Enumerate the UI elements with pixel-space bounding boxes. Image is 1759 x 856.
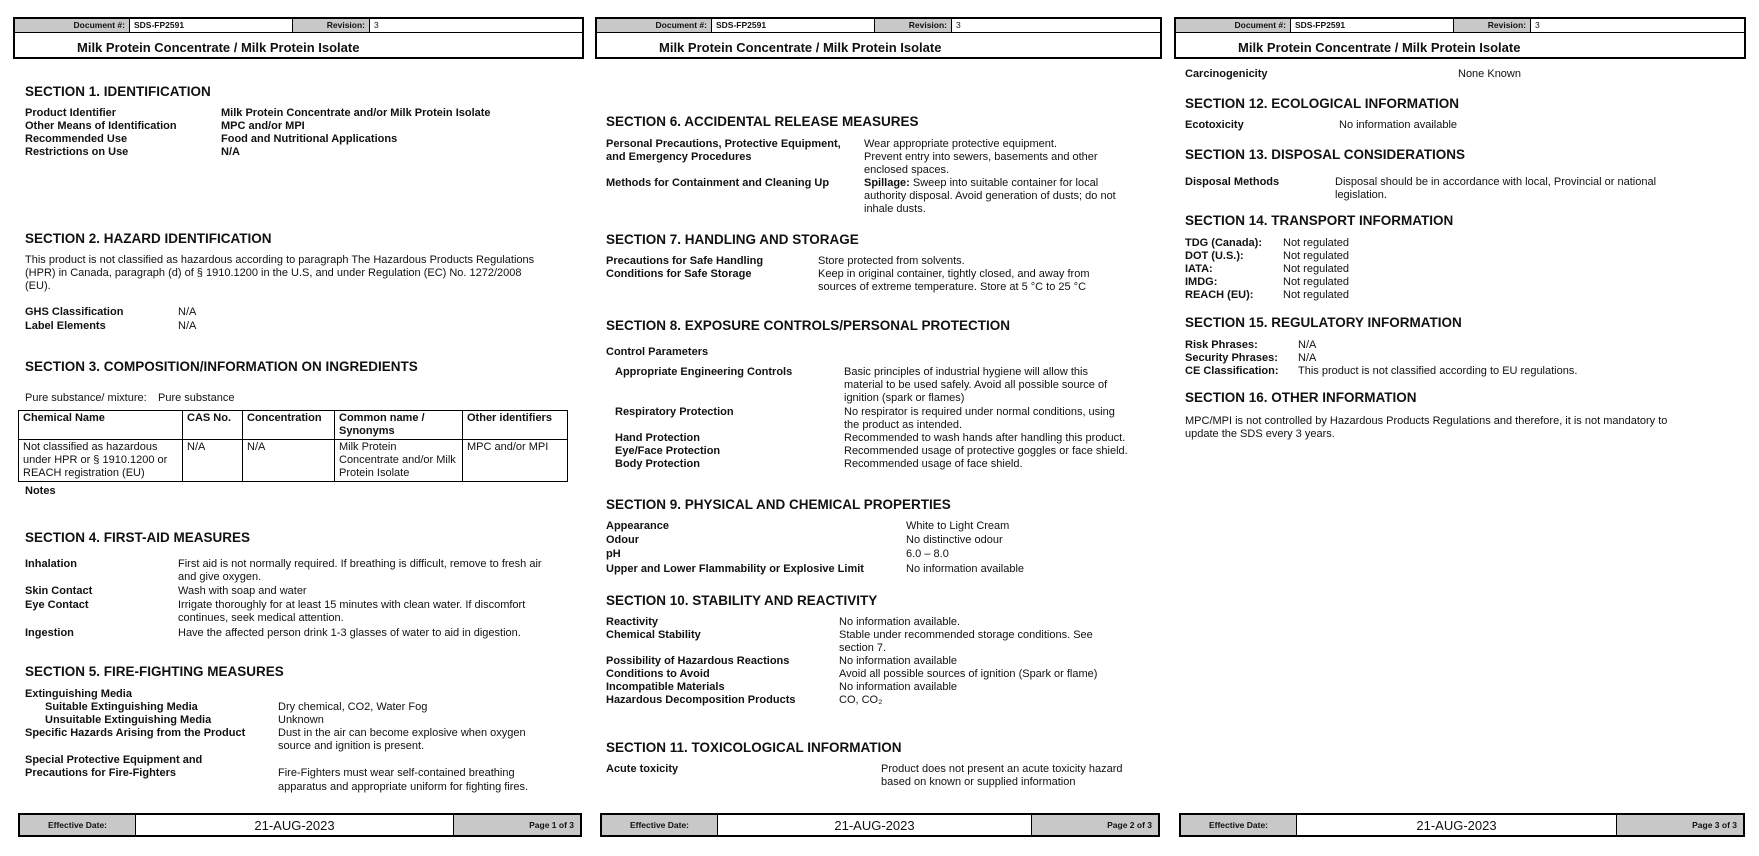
s6-methods-text: Sweep into suitable container for local — [909, 177, 1099, 189]
s14-val-4: Not regulated — [1283, 289, 1350, 301]
s14-val-0: Not regulated — [1283, 237, 1350, 249]
s5-special-key-2: Precautions for Fire-Fighters — [25, 767, 176, 779]
page-header — [13, 17, 584, 59]
s2-val-0: N/A — [178, 306, 197, 318]
s8-resp-key: Respiratory Protection — [615, 406, 734, 418]
table-cell: MPC and/or MPI — [463, 440, 568, 482]
document-number: SDS-FP2591 — [130, 19, 293, 32]
s1-key-2: Recommended Use — [25, 133, 128, 145]
s9-val-2: 6.0 – 8.0 — [906, 548, 949, 560]
s3-notes: Notes — [25, 485, 56, 497]
sds-page-1 — [0, 0, 590, 856]
revision-label: Revision: — [293, 19, 370, 32]
document-number: SDS-FP2591 — [712, 19, 875, 32]
s1-val-0: Milk Protein Concentrate and/or Milk Protein Isolate — [221, 107, 491, 119]
s8-resp-val-1: No respirator is required under normal conditions, using — [844, 406, 1115, 418]
s7-handling-val: Store protected from solvents. — [818, 255, 965, 267]
document-number: SDS-FP2591 — [1291, 19, 1454, 32]
s8-resp-val-2: the product as intended. — [844, 419, 963, 431]
document-title: Milk Protein Concentrate / Milk Protein Isolate — [77, 40, 360, 55]
s1-val-2: Food and Nutritional Applications — [221, 133, 398, 145]
s1-key-1: Other Means of Identification — [25, 120, 177, 132]
document-number-label: Document #: — [1176, 19, 1291, 32]
section-12-title: SECTION 12. ECOLOGICAL INFORMATION — [1185, 96, 1460, 111]
s5-specific-key: Specific Hazards Arising from the Product — [25, 727, 246, 739]
s7-handling-key: Precautions for Safe Handling — [606, 255, 764, 267]
s8-eyeface-val: Recommended usage of protective goggles or face shield. — [844, 445, 1128, 457]
s9-key-1: Odour — [606, 534, 639, 546]
s8-control-label: Control Parameters — [606, 346, 709, 358]
document-number-label: Document #: — [597, 19, 712, 32]
section-16-title: SECTION 16. OTHER INFORMATION — [1185, 390, 1417, 405]
page-header — [1174, 17, 1746, 59]
s12-eco-val: No information available — [1339, 119, 1458, 131]
s14-key-0: TDG (Canada): — [1185, 237, 1262, 249]
s9-val-0: White to Light Cream — [906, 520, 1010, 532]
document-number-label: Document #: — [15, 19, 130, 32]
s11-acute-val-2: based on known or supplied information — [881, 776, 1076, 788]
s5-unsuitable-key: Unsuitable Extinguishing Media — [45, 714, 212, 726]
table-header: Other identifiers — [463, 411, 568, 440]
document-title: Milk Protein Concentrate / Milk Protein Isolate — [1238, 40, 1521, 55]
revision-label: Revision: — [1454, 19, 1531, 32]
revision-number: 3 — [1531, 19, 1744, 32]
s10-val-0: No information available — [839, 655, 958, 667]
effective-date-label: Effective Date: — [1181, 815, 1297, 835]
s5-special-val-2: apparatus and appropriate uniform for fighting fires. — [278, 781, 529, 793]
revision-number: 3 — [952, 19, 1160, 32]
s10-chem-key: Chemical Stability — [606, 629, 701, 641]
s6-personal-val-1: Wear appropriate protective equipment. — [864, 138, 1058, 150]
s11-carc-key: Carcinogenicity — [1185, 68, 1268, 80]
s6-methods-key: Methods for Containment and Cleaning Up — [606, 177, 830, 189]
s2-text-line-2: (EU). — [25, 280, 51, 292]
s9-val-1: No distinctive odour — [906, 534, 1003, 546]
s5-special-val-1: Fire-Fighters must wear self-contained breathing — [278, 767, 515, 779]
s13-disp-val-1: Disposal should be in accordance with local, Provincial or national — [1335, 176, 1657, 188]
s10-key-2: Incompatible Materials — [606, 681, 725, 693]
effective-date: 21-AUG-2023 — [1297, 815, 1617, 835]
page-header — [595, 17, 1162, 59]
header-meta-row — [597, 19, 1160, 33]
s14-key-1: DOT (U.S.): — [1185, 250, 1244, 262]
table-header: Chemical Name — [19, 411, 183, 440]
s8-eng-key: Appropriate Engineering Controls — [615, 366, 793, 378]
s10-key-0: Possibility of Hazardous Reactions — [606, 655, 790, 667]
revision-number: 3 — [370, 19, 582, 32]
page-number: Page 2 of 3 — [1032, 815, 1158, 835]
s15-val-1: N/A — [1298, 352, 1317, 364]
s10-key-3: Hazardous Decomposition Products — [606, 694, 796, 706]
section-5-title: SECTION 5. FIRE-FIGHTING MEASURES — [25, 664, 284, 679]
s1-val-1: MPC and/or MPI — [221, 120, 305, 132]
table-header: Concentration — [243, 411, 335, 440]
section-2-title: SECTION 2. HAZARD IDENTIFICATION — [25, 231, 272, 246]
s4-eye-key: Eye Contact — [25, 599, 89, 611]
table-row — [19, 440, 568, 482]
s14-val-2: Not regulated — [1283, 263, 1350, 275]
page-number: Page 3 of 3 — [1617, 815, 1743, 835]
effective-date-label: Effective Date: — [20, 815, 136, 835]
s3-pure-value: Pure substance — [158, 392, 235, 404]
s3-pure-label: Pure substance/ mixture: — [25, 392, 147, 404]
section-13-title: SECTION 13. DISPOSAL CONSIDERATIONS — [1185, 147, 1466, 162]
s5-special-key-1: Special Protective Equipment and — [25, 754, 203, 766]
s8-hand-val: Recommended to wash hands after handling this product. — [844, 432, 1126, 444]
s15-val-0: N/A — [1298, 339, 1317, 351]
s6-methods-val-1 — [864, 177, 1098, 190]
s5-media-label: Extinguishing Media — [25, 688, 132, 700]
s8-body-key: Body Protection — [615, 458, 700, 470]
s8-eng-val-2: material to be used safely. Avoid all possible source of — [844, 379, 1108, 391]
s14-key-3: IMDG: — [1185, 276, 1218, 288]
s2-text-line-0: This product is not classified as hazardous according to paragraph The Hazardous Products Regulations — [25, 254, 535, 266]
s9-val-3: No information available — [906, 563, 1025, 575]
s8-body-val: Recommended usage of face shield. — [844, 458, 1023, 470]
s4-eye-val-2: continues, seek medical attention. — [178, 612, 344, 624]
s6-personal-key-1: Personal Precautions, Protective Equipment, — [606, 138, 841, 150]
s7-storage-val-2: sources of extreme temperature. Store at 5 °C to 25 °C — [818, 281, 1087, 293]
revision-label: Revision: — [875, 19, 952, 32]
s8-eng-val-3: ignition (spark or flames) — [844, 392, 965, 404]
s4-skin-key: Skin Contact — [25, 585, 93, 597]
s16-line-0: MPC/MPI is not controlled by Hazardous Products Regulations and therefore, it is not mandatory to — [1185, 415, 1668, 427]
s6-methods-val-3: inhale dusts. — [864, 203, 926, 215]
s6-personal-val-3: enclosed spaces. — [864, 164, 949, 176]
table-cell: N/A — [183, 440, 243, 482]
s6-methods-val-2: authority disposal. Avoid generation of dusts; do not — [864, 190, 1116, 202]
section-11-title: SECTION 11. TOXICOLOGICAL INFORMATION — [606, 740, 902, 755]
s4-inhalation-key: Inhalation — [25, 558, 77, 570]
s2-key-0: GHS Classification — [25, 306, 124, 318]
effective-date: 21-AUG-2023 — [136, 815, 454, 835]
s5-suitable-val: Dry chemical, CO2, Water Fog — [278, 701, 428, 713]
table-cell: Milk Protein Concentrate and/or Milk Protein Isolate — [335, 440, 463, 482]
s10-chem-val-1: Stable under recommended storage conditions. See — [839, 629, 1093, 641]
s4-inhalation-val-1: First aid is not normally required. If breathing is difficult, remove to fresh air — [178, 558, 542, 570]
s5-suitable-key: Suitable Extinguishing Media — [45, 701, 198, 713]
s1-key-0: Product Identifier — [25, 107, 117, 119]
s4-inhalation-val-2: and give oxygen. — [178, 571, 262, 583]
s2-val-1: N/A — [178, 320, 197, 332]
s9-key-0: Appearance — [606, 520, 669, 532]
s11-carc-val: None Known — [1458, 68, 1521, 80]
s4-skin-val: Wash with soap and water — [178, 585, 307, 597]
table-header: CAS No. — [183, 411, 243, 440]
s7-storage-val-1: Keep in original container, tightly closed, and away from — [818, 268, 1090, 280]
s8-hand-key: Hand Protection — [615, 432, 700, 444]
s5-specific-val-2: source and ignition is present. — [278, 740, 425, 752]
s15-val-2: This product is not classified according to EU regulations. — [1298, 365, 1578, 377]
s7-storage-key: Conditions for Safe Storage — [606, 268, 752, 280]
s10-reactivity-key: Reactivity — [606, 616, 658, 628]
page-footer — [1179, 813, 1745, 837]
section-3-title: SECTION 3. COMPOSITION/INFORMATION ON INGREDIENTS — [25, 359, 418, 374]
s5-specific-val-1: Dust in the air can become explosive when oxygen — [278, 727, 526, 739]
s4-ingestion-key: Ingestion — [25, 627, 74, 639]
table-header: Common name / Synonyms — [335, 411, 463, 440]
table-header-row — [19, 411, 568, 440]
s13-disp-key: Disposal Methods — [1185, 176, 1280, 188]
s10-val-2: No information available — [839, 681, 958, 693]
effective-date: 21-AUG-2023 — [718, 815, 1032, 835]
s5-unsuitable-val: Unknown — [278, 714, 324, 726]
composition-table — [18, 410, 568, 482]
section-8-title: SECTION 8. EXPOSURE CONTROLS/PERSONAL PROTECTION — [606, 318, 1011, 333]
s8-eng-val-1: Basic principles of industrial hygiene will allow this — [844, 366, 1088, 378]
section-4-title: SECTION 4. FIRST-AID MEASURES — [25, 530, 251, 545]
s14-val-3: Not regulated — [1283, 276, 1350, 288]
s11-acute-val-1: Product does not present an acute toxicity hazard — [881, 763, 1123, 775]
page-footer — [18, 813, 582, 837]
s2-key-1: Label Elements — [25, 320, 106, 332]
header-meta-row — [15, 19, 582, 33]
s11-acute-key: Acute toxicity — [606, 763, 679, 775]
s1-key-3: Restrictions on Use — [25, 146, 129, 158]
page-footer — [600, 813, 1160, 837]
s15-key-2: CE Classification: — [1185, 365, 1279, 377]
s16-line-1: update the SDS every 3 years. — [1185, 428, 1335, 440]
section-14-title: SECTION 14. TRANSPORT INFORMATION — [1185, 213, 1454, 228]
document-title: Milk Protein Concentrate / Milk Protein Isolate — [659, 40, 942, 55]
s13-disp-val-2: legislation. — [1335, 189, 1387, 201]
section-6-title: SECTION 6. ACCIDENTAL RELEASE MEASURES — [606, 114, 919, 129]
s6-spillage-label: Spillage: — [864, 177, 910, 189]
s10-val-3: CO, CO₂ — [839, 694, 883, 706]
s10-reactivity-val: No information available. — [839, 616, 961, 628]
s8-eyeface-key: Eye/Face Protection — [615, 445, 721, 457]
sds-page-3 — [1170, 0, 1759, 856]
sds-page-2 — [590, 0, 1170, 856]
s10-val-1: Avoid all possible sources of ignition (Spark or flame) — [839, 668, 1098, 680]
effective-date-label: Effective Date: — [602, 815, 718, 835]
section-1-title: SECTION 1. IDENTIFICATION — [25, 84, 211, 99]
s14-key-2: IATA: — [1185, 263, 1213, 275]
table-cell: Not classified as hazardous under HPR or § 1910.1200 or REACH registration (EU) — [19, 440, 183, 482]
page-number: Page 1 of 3 — [454, 815, 580, 835]
s4-ingestion-val: Have the affected person drink 1-3 glasses of water to aid in digestion. — [178, 627, 521, 639]
s15-key-1: Security Phrases: — [1185, 352, 1278, 364]
s6-personal-key-2: and Emergency Procedures — [606, 151, 752, 163]
s15-key-0: Risk Phrases: — [1185, 339, 1258, 351]
section-7-title: SECTION 7. HANDLING AND STORAGE — [606, 232, 859, 247]
s9-key-3: Upper and Lower Flammability or Explosive Limit — [606, 563, 864, 575]
s6-personal-val-2: Prevent entry into sewers, basements and other — [864, 151, 1098, 163]
section-9-title: SECTION 9. PHYSICAL AND CHEMICAL PROPERTIES — [606, 497, 951, 512]
s10-chem-val-2: section 7. — [839, 642, 887, 654]
s4-eye-val-1: Irrigate thoroughly for at least 15 minutes with clean water. If discomfort — [178, 599, 526, 611]
section-15-title: SECTION 15. REGULATORY INFORMATION — [1185, 315, 1462, 330]
s1-val-3: N/A — [221, 146, 240, 158]
s14-key-4: REACH (EU): — [1185, 289, 1254, 301]
s12-eco-key: Ecotoxicity — [1185, 119, 1244, 131]
section-10-title: SECTION 10. STABILITY AND REACTIVITY — [606, 593, 878, 608]
s9-key-2: pH — [606, 548, 621, 560]
s2-text-line-1: (HPR) in Canada, paragraph (d) of § 1910.1200 in the U.S, and under Regulation (EC) No. 1272/2008 — [25, 267, 522, 279]
s10-key-1: Conditions to Avoid — [606, 668, 710, 680]
s14-val-1: Not regulated — [1283, 250, 1350, 262]
header-meta-row — [1176, 19, 1744, 33]
table-cell: N/A — [243, 440, 335, 482]
